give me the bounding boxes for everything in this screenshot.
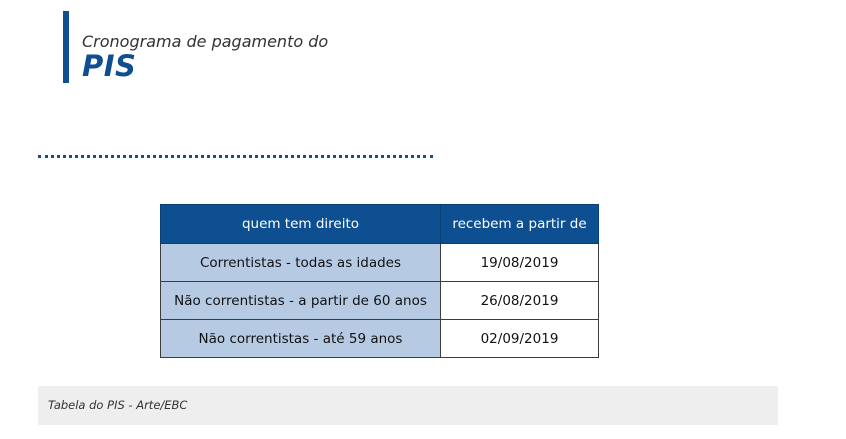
title-subtitle: Cronograma de pagamento do (82, 32, 329, 51)
cell-who: Não correntistas - até 59 anos (161, 320, 441, 358)
cell-date: 02/09/2019 (441, 320, 599, 358)
cell-date: 26/08/2019 (441, 282, 599, 320)
cell-who: Correntistas - todas as idades (161, 244, 441, 282)
dotted-divider (38, 155, 433, 158)
header-who: quem tem direito (161, 205, 441, 244)
table-header-row (161, 205, 599, 244)
image-caption (38, 386, 778, 425)
cell-who: Não correntistas - a partir de 60 anos (161, 282, 441, 320)
header-date: recebem a partir de (441, 205, 599, 244)
title-block (63, 11, 329, 83)
cell-date: 19/08/2019 (441, 244, 599, 282)
table-row (161, 320, 599, 358)
caption-text: Tabela do PIS - Arte/EBC (48, 398, 188, 412)
title-main: PIS (82, 49, 137, 83)
table-row (161, 282, 599, 320)
table-row (161, 244, 599, 282)
payment-schedule-table (160, 204, 599, 358)
